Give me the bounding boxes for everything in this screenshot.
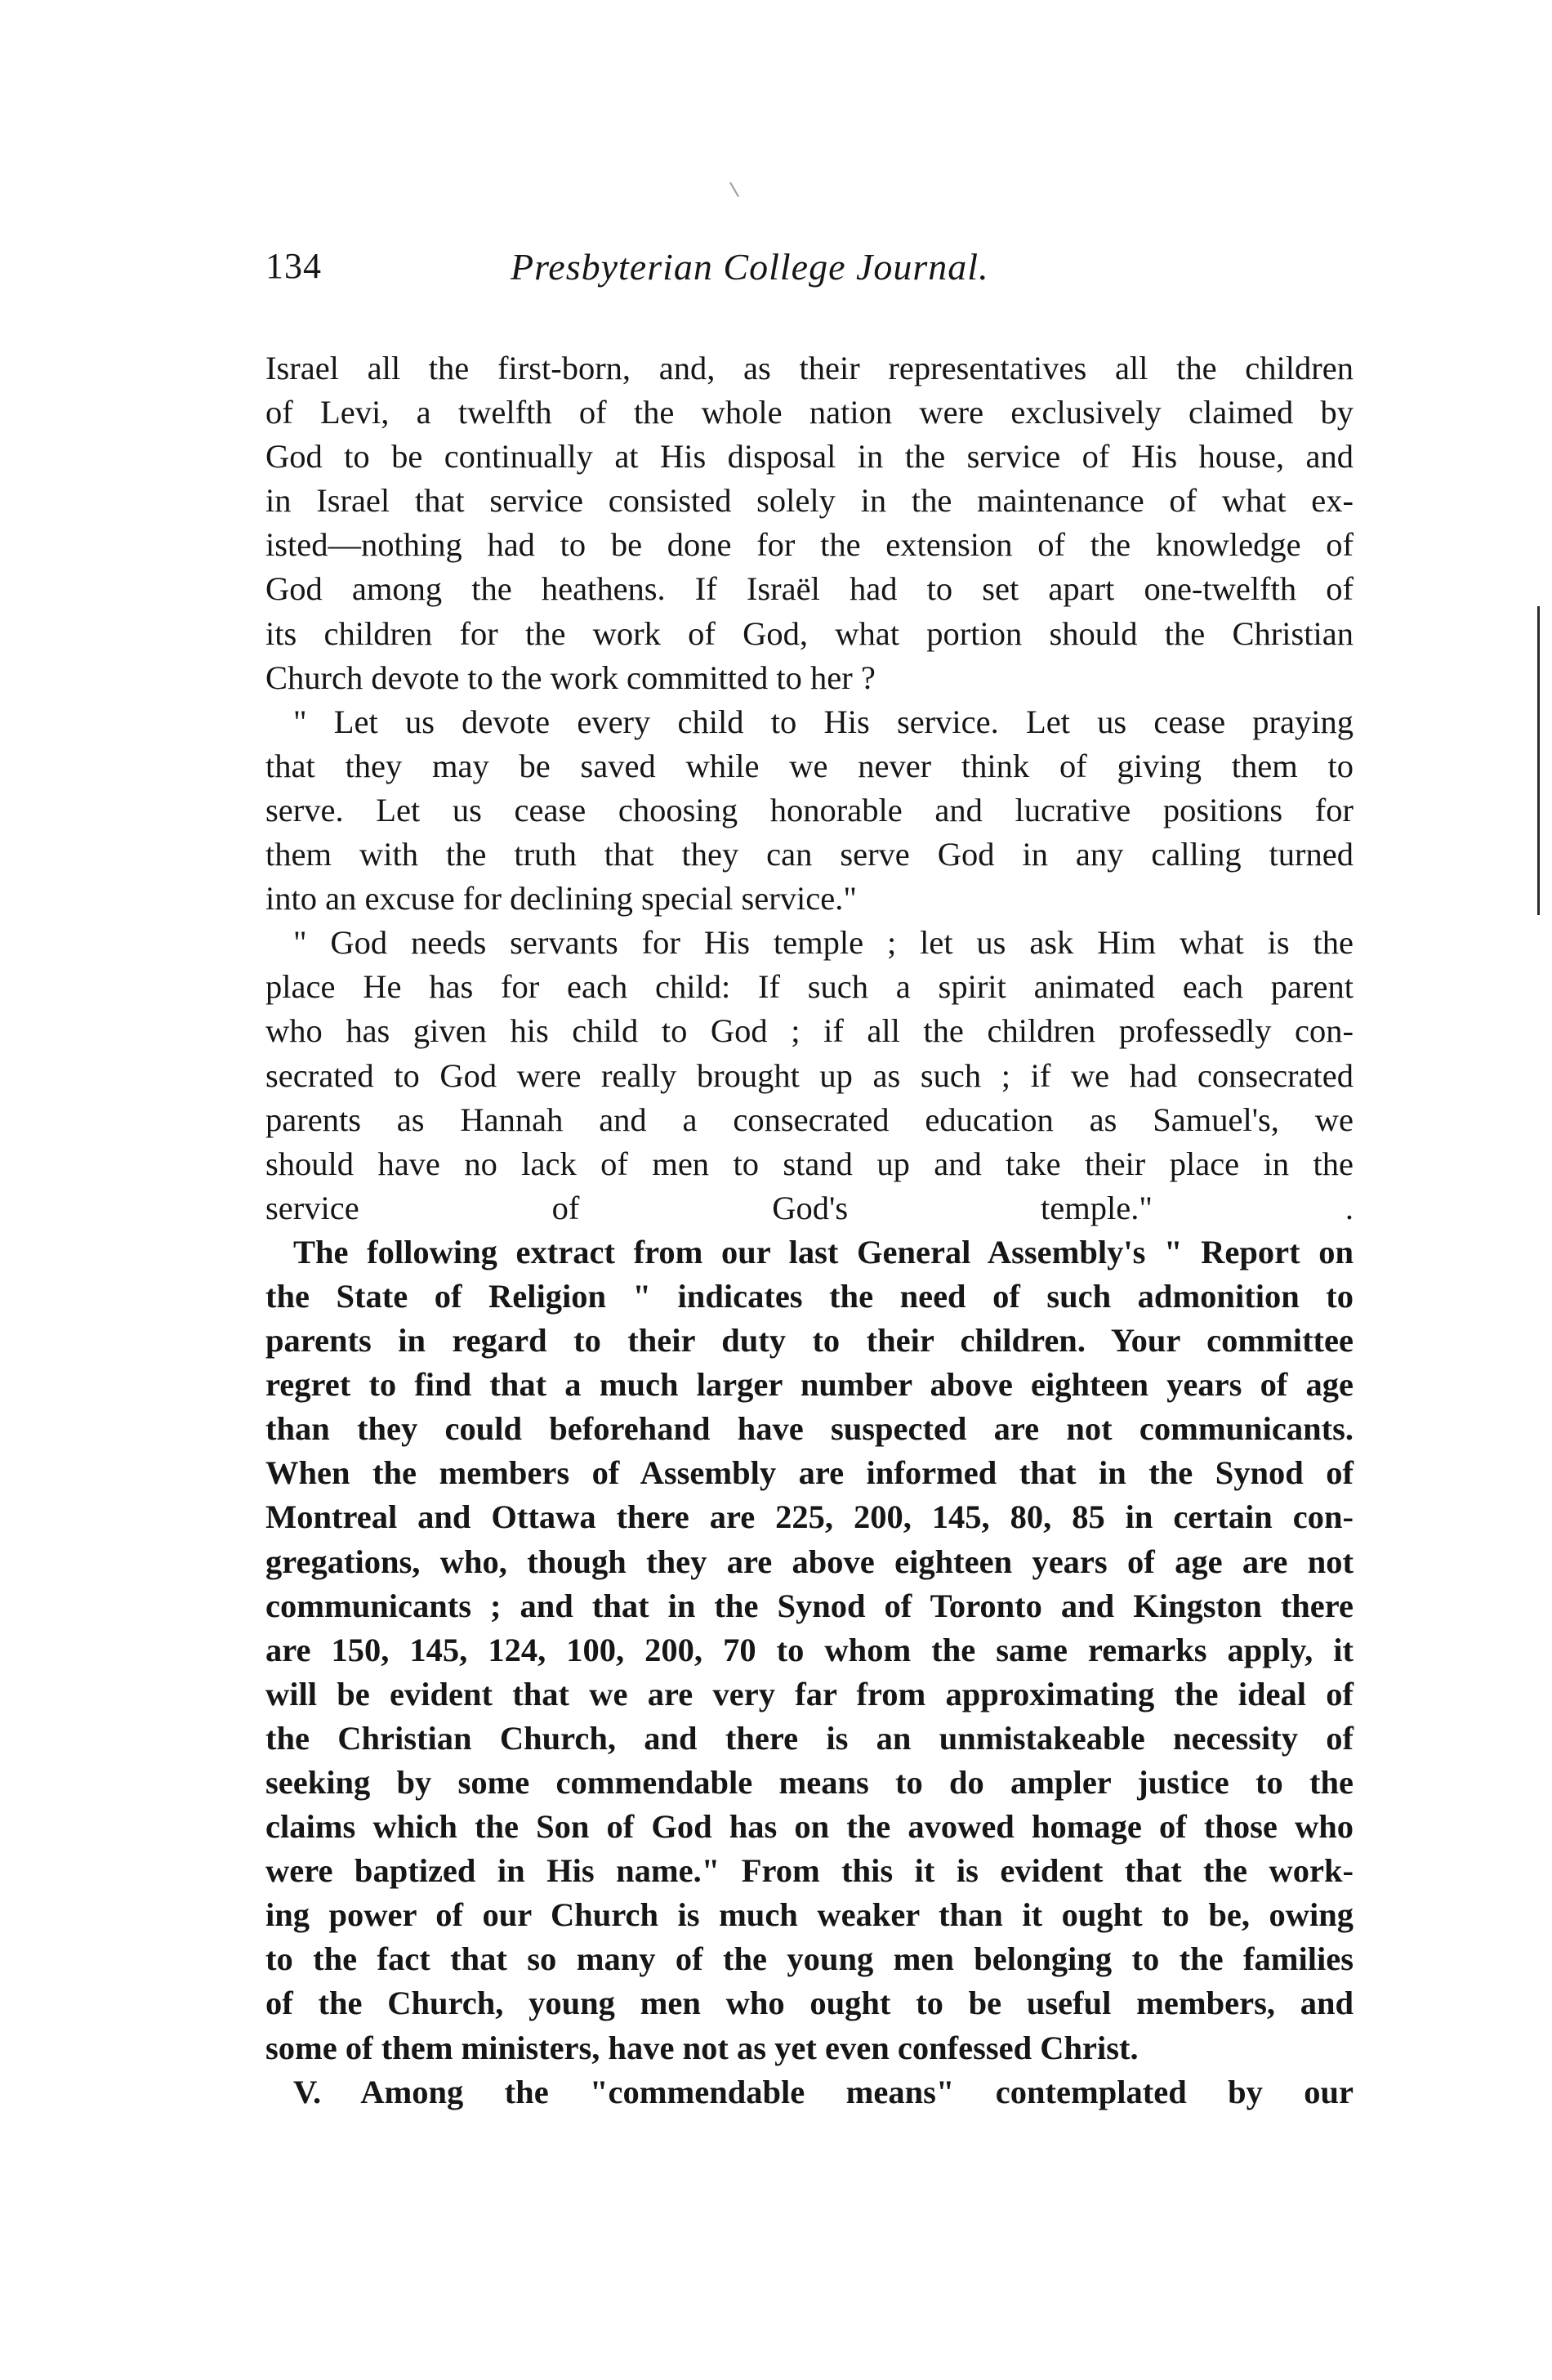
text-line: some of them ministers, have not as yet even confessed Christ. [265, 2029, 1139, 2066]
text-line: When the members of Assembly are informed that in the Synod of [265, 1454, 1354, 1492]
text-line: into an excuse for declining special service." [265, 880, 857, 918]
page-number: 134 [265, 246, 322, 286]
body-text [265, 346, 1354, 2114]
text-line: should have no lack of men to stand up and take their place in the [265, 1145, 1354, 1182]
text-line: than they could beforehand have suspected are not communicants. [265, 1410, 1354, 1448]
text-line: parents as Hannah and a consecrated education as Samuel's, we [265, 1101, 1354, 1138]
text-line: ing power of our Church is much weaker than it ought to be, owing [265, 1896, 1354, 1934]
text-line: V. Among the "commendable means" contemplated by our [293, 2073, 1354, 2110]
book-page [265, 245, 1354, 2110]
text-line: God to be continually at His disposal in the service of His house, and [265, 438, 1354, 476]
text-line: place He has for each child: If such a spirit animated each parent [265, 968, 1354, 1006]
text-line: regret to find that a much larger number above eighteen years of age [265, 1366, 1354, 1404]
text-line: claims which the Son of God has on the avowed homage of those who [265, 1808, 1354, 1846]
text-line: seeking by some commendable means to do ampler justice to the [265, 1764, 1354, 1801]
text-line: the Christian Church, and there is an unmistakeable necessity of [265, 1719, 1354, 1757]
text-line: " Let us devote every child to His service. Let us cease praying [293, 703, 1354, 740]
text-line: of the Church, young men who ought to be useful members, and [265, 1985, 1354, 2022]
text-line: them with the truth that they can serve God in any calling turned [265, 836, 1354, 873]
text-line: parents in regard to their duty to their children. Your committee [265, 1322, 1354, 1360]
text-line: to the fact that so many of the young men belonging to the families [265, 1940, 1354, 1978]
text-line: Israel all the first-born, and, as their representatives all the children [265, 350, 1354, 386]
text-line: of Levi, a twelfth of the whole nation were exclusively claimed by [265, 394, 1354, 431]
text-line: serve. Let us cease choosing honorable and lucrative positions for [265, 791, 1354, 828]
text-line: in Israel that service consisted solely in the maintenance of what ex- [265, 482, 1354, 520]
text-line: the State of Religion " indicates the need of such admonition to [265, 1277, 1354, 1315]
scan-mark [729, 182, 739, 197]
text-line: will be evident that we are very far from approximating the ideal of [265, 1675, 1354, 1712]
text-line: were baptized in His name." From this it is evident that the work- [265, 1852, 1354, 1890]
text-line: God among the heathens. If Israël had to set apart one-twelfth of [265, 570, 1354, 608]
text-line: communicants ; and that in the Synod of Toronto and Kingston there [265, 1587, 1354, 1624]
text-line: Montreal and Ottawa there are 225, 200, 145, 80, 85 in certain con- [265, 1498, 1354, 1536]
text-line: The following extract from our last General Assembly's " Report on [293, 1233, 1354, 1270]
text-line: gregations, who, though they are above eighteen years of age are not [265, 1543, 1354, 1580]
text-line: that they may be saved while we never think of giving them to [265, 747, 1354, 784]
text-line: its children for the work of God, what portion should the Christian [265, 614, 1354, 652]
text-line: who has given his child to God ; if all the children professedly con- [265, 1012, 1354, 1050]
text-line: Church devote to the work committed to her ? [265, 659, 876, 696]
running-header [265, 245, 1354, 310]
text-line: secrated to God were really brought up as such ; if we had consecrated [265, 1056, 1354, 1094]
text-line: are 150, 145, 124, 100, 200, 70 to whom the same remarks apply, it [265, 1631, 1354, 1668]
running-title: Presbyterian College Journal. [511, 246, 989, 288]
text-line: service of God's temple." . [265, 1189, 1354, 1226]
text-line: " God needs servants for His temple ; let us ask Him what is the [293, 924, 1354, 962]
text-line: isted—nothing had to be done for the extension of the knowledge of [265, 526, 1354, 564]
margin-rule [1537, 606, 1540, 915]
